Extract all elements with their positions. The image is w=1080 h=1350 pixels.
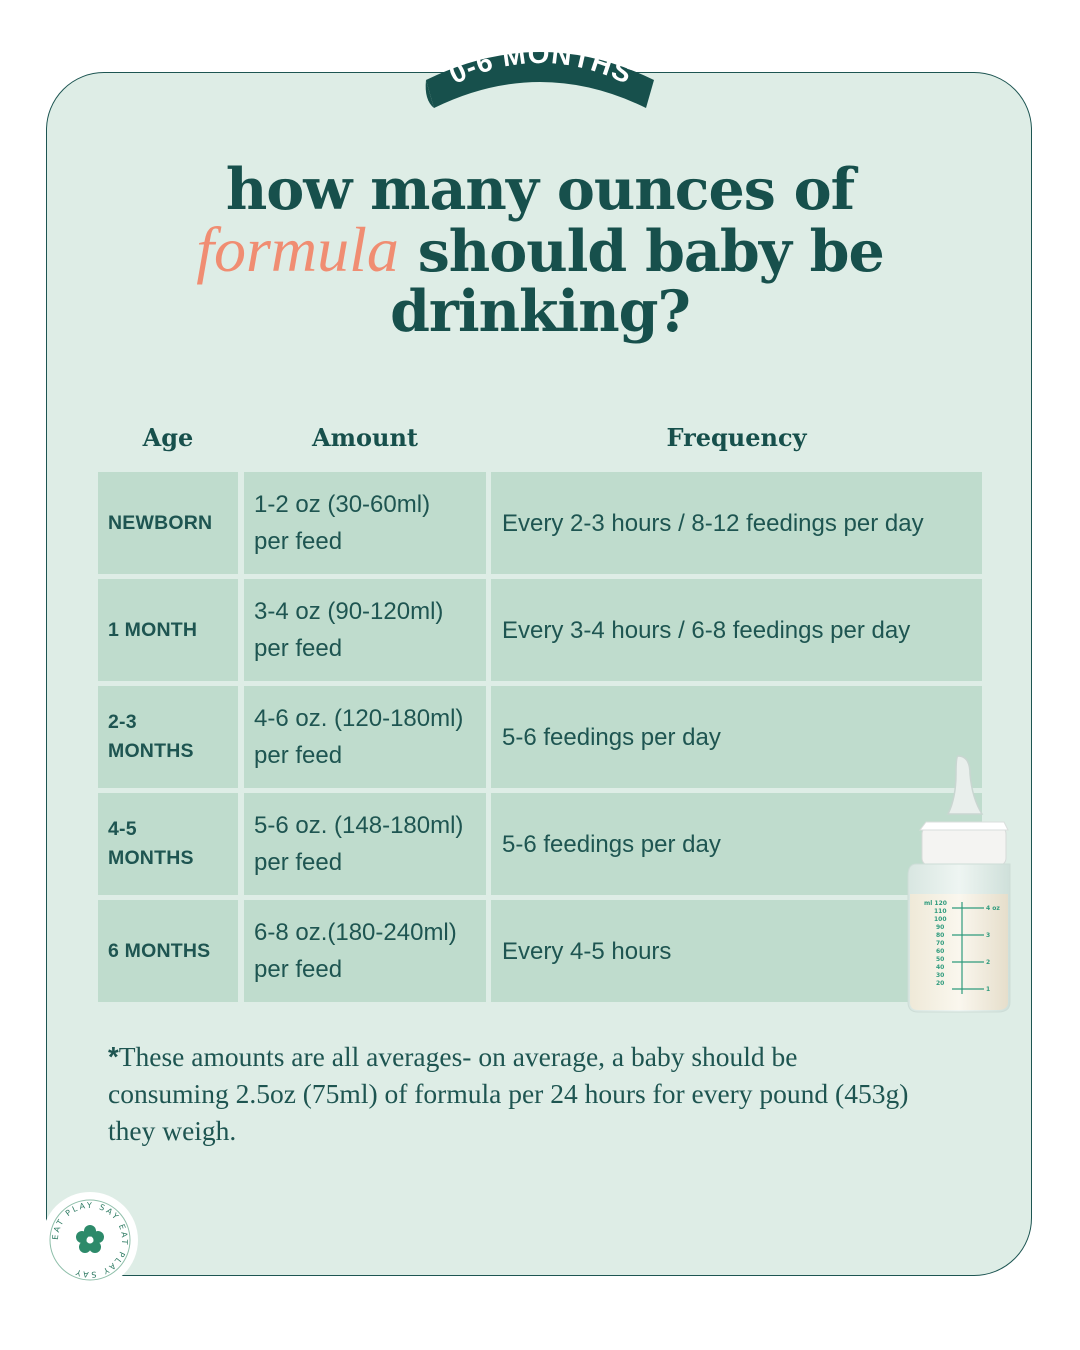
header-age: Age	[142, 423, 194, 452]
svg-text:4 oz: 4 oz	[986, 905, 1000, 912]
age-value: 2-3	[108, 711, 137, 733]
amount-unit: per feed	[254, 956, 343, 983]
age-value: 4-5	[108, 818, 137, 840]
age-unit: MONTHS	[108, 740, 194, 762]
footnote-line-3: they weigh.	[108, 1115, 237, 1146]
amount-value: 1-2 oz (30-60ml)	[254, 491, 431, 518]
table-cell-amount	[244, 686, 486, 788]
eat-play-say-logo	[40, 1190, 140, 1290]
logo-ring-text: EAT PLAY SAY EAT PLAY SAY	[50, 1200, 130, 1280]
table-cell-frequency: Every 4-5 hours	[491, 900, 982, 1002]
footnote-line-2: consuming 2.5oz (75ml) of formula per 24 hours for every pound (453g)	[108, 1078, 909, 1109]
svg-text:80: 80	[936, 932, 945, 939]
header-frequency: Frequency	[666, 423, 807, 452]
footnote-asterisk: *	[108, 1041, 119, 1072]
svg-text:3: 3	[986, 932, 991, 939]
svg-text:60: 60	[936, 948, 945, 955]
bottle-ml-mark: ml 120	[924, 900, 947, 907]
svg-text:1: 1	[986, 986, 991, 993]
header-amount: Amount	[311, 423, 418, 452]
svg-text:100: 100	[934, 916, 947, 923]
title-accent-word: formula	[196, 214, 399, 285]
table-cell-amount	[244, 579, 486, 681]
badge-label: 0-6 MONTHS	[444, 37, 638, 90]
table-cell-amount	[244, 793, 486, 895]
table-cell-age: NEWBORN	[98, 472, 238, 574]
table-cell-amount	[244, 900, 486, 1002]
table-cell-frequency: Every 3-4 hours / 6-8 feedings per day	[491, 579, 982, 681]
baby-bottle-image	[900, 752, 1015, 1014]
svg-text:50: 50	[936, 956, 945, 963]
title-line-1: how many ounces of	[225, 156, 855, 223]
amount-unit: per feed	[254, 635, 343, 662]
age-range-badge	[420, 30, 660, 110]
table-cell-amount	[244, 472, 486, 574]
amount-unit: per feed	[254, 742, 343, 769]
svg-text:70: 70	[936, 940, 945, 947]
amount-value: 5-6 oz. (148-180ml)	[254, 812, 464, 839]
svg-text:0-6 MONTHS	[444, 38, 637, 90]
title-line-2	[90, 214, 990, 285]
table-cell-frequency: Every 2-3 hours / 8-12 feedings per day	[491, 472, 982, 574]
footnote-line-1	[108, 1038, 988, 1075]
svg-text:30: 30	[936, 972, 945, 979]
table-cell-age	[98, 686, 238, 788]
svg-text:40: 40	[936, 964, 945, 971]
amount-unit: per feed	[254, 849, 343, 876]
footnote-text-1: These amounts are all averages- on average, a baby should be	[118, 1041, 798, 1072]
svg-text:110: 110	[934, 908, 947, 915]
title-line-2-rest: should baby be	[398, 218, 884, 285]
table-cell-age	[98, 793, 238, 895]
table-cell-frequency: 5-6 feedings per day	[491, 793, 982, 895]
svg-text:2: 2	[986, 959, 991, 966]
amount-value: 6-8 oz.(180-240ml)	[254, 919, 457, 946]
footnote	[108, 1038, 988, 1149]
table-cell-age: 1 MONTH	[98, 579, 238, 681]
svg-text:90: 90	[936, 924, 945, 931]
table-cell-frequency: 5-6 feedings per day	[491, 686, 982, 788]
age-unit: MONTHS	[108, 847, 194, 869]
svg-text:20: 20	[936, 980, 945, 987]
page-title	[90, 156, 990, 345]
amount-value: 4-6 oz. (120-180ml)	[254, 705, 464, 732]
amount-value: 3-4 oz (90-120ml)	[254, 598, 444, 625]
table-cell-age: 6 MONTHS	[98, 900, 238, 1002]
title-line-3: drinking?	[390, 278, 690, 345]
amount-unit: per feed	[254, 528, 343, 555]
